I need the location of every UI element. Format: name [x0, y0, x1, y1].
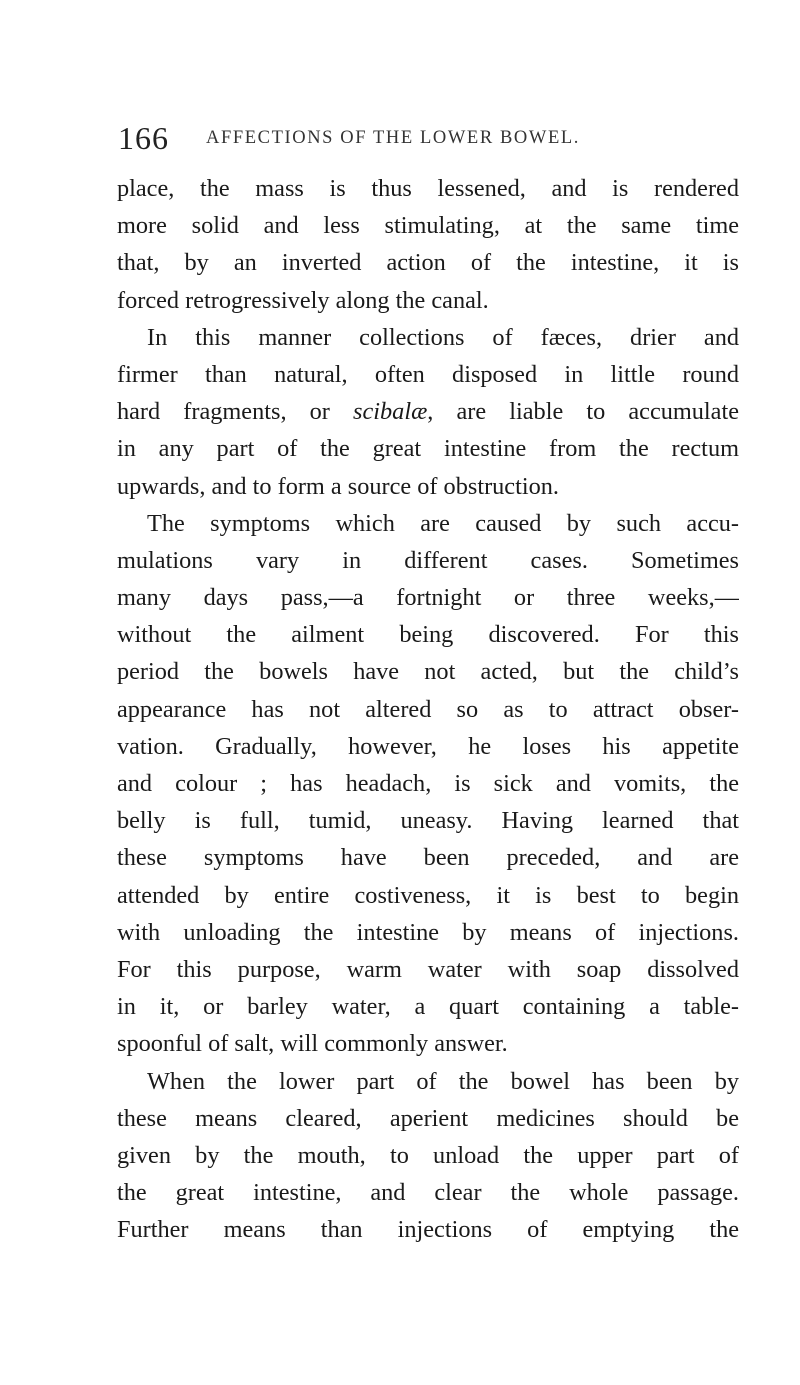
body-text: [117, 170, 739, 1248]
text-line: more solid and less stimulating, at the same time: [117, 212, 739, 240]
running-title: AFFECTIONS OF THE LOWER BOWEL.: [206, 128, 580, 148]
text-line: in any part of the great intestine from the rectum: [117, 435, 739, 463]
text-segment: hard fragments, or: [117, 398, 330, 426]
text-line: in it, or barley water, a quart containing a table-: [117, 993, 739, 1021]
text-line: spoonful of salt, will commonly answer.: [117, 1030, 508, 1058]
text-line: given by the mouth, to unload the upper part of: [117, 1141, 739, 1169]
text-line: and colour ; has headach, is sick and vomits, the: [117, 770, 739, 797]
text-segment: , are liable to accumulate: [427, 398, 739, 426]
text-line: appearance has not altered so as to attract obser-: [117, 695, 739, 723]
paragraph-start-line: The symptoms which are caused by such accu-: [147, 509, 739, 537]
text-line: without the ailment being discovered. For this: [117, 621, 739, 649]
text-line: Further means than injections of emptying the: [117, 1216, 739, 1244]
italic-term: scibalæ: [353, 398, 428, 426]
text-line: belly is full, tumid, uneasy. Having learned that: [117, 807, 739, 835]
text-line: mulations vary in different cases. Sometimes: [117, 546, 739, 574]
text-line: these symptoms have been preceded, and are: [117, 844, 739, 872]
text-line: place, the mass is thus lessened, and is rendered: [117, 175, 739, 202]
text-line: period the bowels have not acted, but the child’s: [117, 658, 739, 686]
text-line: For this purpose, warm water with soap dissolved: [117, 955, 739, 983]
paragraph-start-line: When the lower part of the bowel has been by: [147, 1067, 739, 1095]
text-line: forced retrogressively along the canal.: [117, 286, 489, 314]
text-line: [117, 393, 739, 430]
text-line: vation. Gradually, however, he loses his appetite: [117, 732, 739, 760]
running-head: [118, 118, 738, 158]
text-line: with unloading the intestine by means of injections.: [117, 918, 739, 946]
text-line: these means cleared, aperient medicines should be: [117, 1104, 739, 1132]
text-line: many days pass,—a fortnight or three weeks,—: [117, 584, 739, 612]
paragraph-start-line: In this manner collections of fæces, drier and: [147, 323, 739, 351]
page-number: 166: [118, 120, 169, 156]
text-line: firmer than natural, often disposed in little round: [117, 360, 739, 388]
text-line: attended by entire costiveness, it is best to begin: [117, 881, 739, 909]
text-line: the great intestine, and clear the whole passage.: [117, 1179, 739, 1207]
text-line: upwards, and to form a source of obstruction.: [117, 472, 559, 500]
text-line: that, by an inverted action of the intestine, it is: [117, 249, 739, 277]
